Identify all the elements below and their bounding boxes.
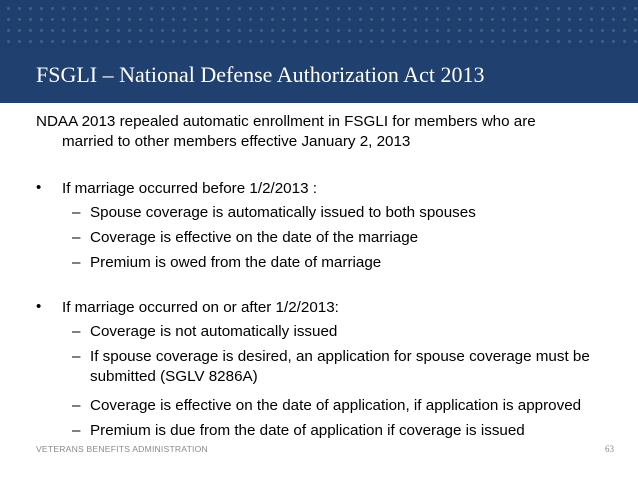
footer-organization: VETERANS BENEFITS ADMINISTRATION — [36, 444, 208, 454]
bullet-2-text: If marriage occurred on or after 1/2/2013: — [62, 299, 339, 316]
bullet-marker: • — [36, 179, 42, 196]
bullet-1-text: If marriage occurred before 1/2/2013 : — [62, 180, 317, 197]
slide-title: FSGLI – National Defense Authorization Act 2013 — [36, 62, 485, 87]
intro-line-1: NDAA 2013 repealed automatic enrollment in FSGLI for members who are — [36, 113, 536, 130]
dash-marker: – — [72, 348, 81, 365]
bullet-2-sub-2: If spouse coverage is desired, an application for spouse coverage must be — [90, 348, 590, 365]
bullet-1-sub-3: Premium is owed from the date of marriage — [90, 254, 382, 271]
dash-marker: – — [72, 397, 81, 414]
bullet-2-sub-1: Coverage is not automatically issued — [90, 323, 338, 340]
bullet-1-sub-2: Coverage is effective on the date of the marriage — [90, 229, 419, 246]
bullet-1-sub-1: Spouse coverage is automatically issued to both spouses — [90, 204, 476, 221]
dash-marker: – — [72, 254, 81, 271]
dash-marker: – — [72, 422, 81, 439]
bullet-marker: • — [36, 298, 42, 315]
intro-line-2: married to other members effective January 2, 2013 — [62, 133, 411, 150]
page-number: 63 — [605, 444, 614, 454]
dash-marker: – — [72, 229, 81, 246]
dash-marker: – — [72, 323, 81, 340]
dash-marker: – — [72, 204, 81, 221]
bullet-2-sub-4: Premium is due from the date of application if coverage is issued — [90, 422, 525, 439]
bullet-2-sub-2-continued: submitted (SGLV 8286A) — [90, 368, 258, 385]
bullet-2-sub-3: Coverage is effective on the date of application, if application is approved — [90, 397, 582, 414]
